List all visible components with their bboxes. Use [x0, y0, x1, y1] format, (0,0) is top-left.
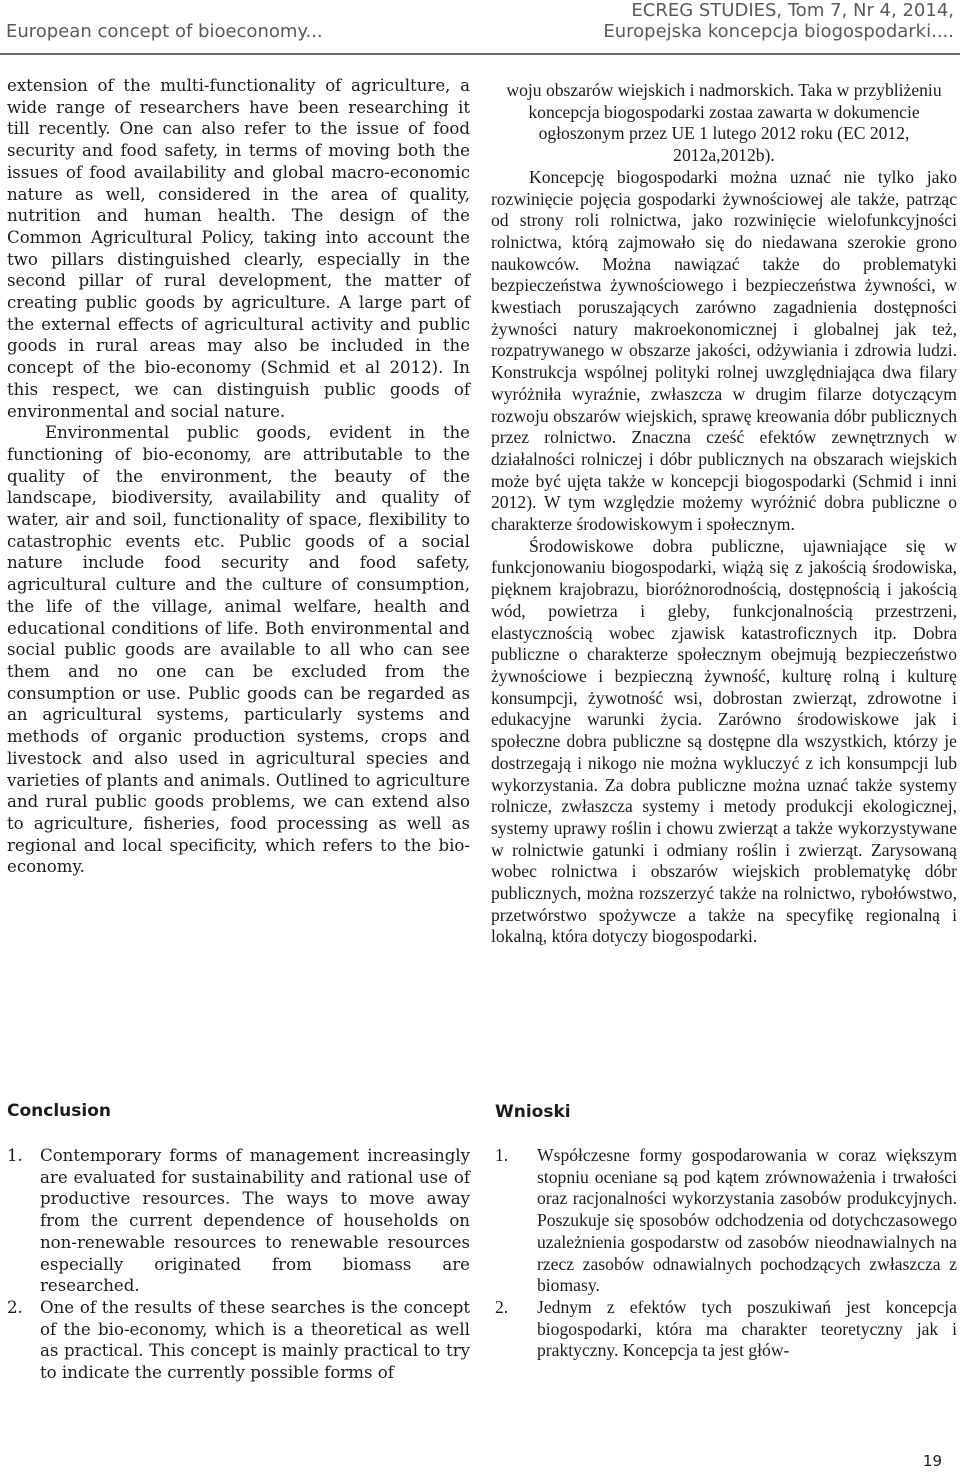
running-title-polish: Europejska koncepcja biogospodarki....	[603, 21, 954, 42]
wnioski-heading: Wnioski	[495, 1102, 571, 1122]
polish-conclusion-list	[495, 1145, 957, 1362]
polish-column	[491, 80, 957, 948]
journal-info: ECREG STUDIES, Tom 7, Nr 4, 2014,	[631, 0, 954, 21]
list-item	[495, 1297, 957, 1362]
list-number: 1.	[7, 1146, 23, 1165]
running-title-right	[603, 0, 954, 42]
page-number: 19	[922, 1452, 942, 1470]
polish-paragraph-2: Koncepcję biogospodarki można uznać nie tylko jako rozwinięcie pojęcia gospodarki żywnościowej ale także, patrząc od strony roli rolnictwa, jako rozwinięcie wielofunkcyjności rolnictwa, którą zajmowało się do niedawana szerokie grono naukowców. Można nawiązać także do problematyki bezpieczeństwa żywnościowego i bezpieczeństwa żywności, w kwestiach poruszających zarówno zagadnienia dostępności żywności natury makroekonomicznej i globalnej jak też, rozpatrywanego w obszarze jakości, odżywiania i zdrowia ludzi. Konstrukcja wspólnej polityki rolnej uwzględniająca dwa filary wyróżniła wyraźnie, zwłaszcza w drugim filarze dotyczącym rozwoju obszarów wiejskich, sprawę kreowania dóbr publicznych przez rolnictwo. Znaczna cześć efektów zewnętrznych w działalności rolniczej i dóbr publicznych na obszarach wiejskich może być ujęta także w koncepcji biogospodarki (Schmid i inni 2012). W tym względzie możemy wyróżnić dobra publiczne o charakterze środowiskowym i społecznym.	[491, 166, 957, 535]
list-item	[7, 1297, 470, 1384]
list-number: 1.	[495, 1145, 509, 1165]
list-item-text: Jednym z efektów tych poszukiwań jest koncepcja biogospodarki, która ma charakter teoretyczny jak i praktyczny. Koncepcja ta jest głów-	[537, 1296, 957, 1361]
polish-paragraph-3: Środowiskowe dobra publiczne, ujawniające się w funkcjonowaniu biogospodarki, wiążą się z jakością środowiska, pięknem krajobrazu, bioróżnorodnością, dostępnością i jakością wód, powietrza i gleby, funkcjonalnością przestrzeni, elastycznością wobec zjawisk katastroficznych itp. Dobra publiczne o charakterze społecznym obejmują bezpieczeństwo żywnościowe i bezpieczną żywność, kulturę rolną i kulturę konsumpcji, żywotność wsi, dobrostan zwierząt, zdrowotne i edukacyjne warunki życia. Zarówno środowiskowe jak i społeczne dobra publiczne są dostępne dla wszystkich, którzy je dostrzegają i nikogo nie można wykluczyć z ich konsumpcji lub wykorzystania. Za dobra publiczne można uznać także systemy rolnicze, zwłaszcza systemy i metody produkcji ekologicznej, systemy uprawy roślin i chowu zwierząt a także wykorzystywane w rolnictwie gatunki i odmiany roślin i zwierząt. Zarysowaną wobec rolnictwa i obszarów wiejskich problematykę dóbr publicznych, można rozszerzyć także na rolnictwo, rybołówstwo, przetwórstwo spożywcze a także na specyfikę regionalną i lokalną, która dotyczy biogospodarki.	[491, 535, 957, 947]
list-number: 2.	[495, 1296, 509, 1317]
english-paragraph-2: Environmental public goods, evident in the functioning of bio-economy, are attributable to the quality of the environment, the beauty of the landscape, biodiversity, availability and quality of water, air and soil, functionality of space, flexibility to catastrophic events etc. Public goods of a social nature include food security and food safety, agricultural culture and the culture of consumption, the life of the village, animal welfare, health and educational conditions of life. Both environmental and social public goods are available to all who can see them and no one can be excluded from the consumption or use. Public goods can be regarded as an agricultural systems, particularly systems and methods of organic production systems, crops and livestock and also used in agricultural species and varieties of plants and animals. Outlined to agriculture and rural public goods problems, we can extend also to agriculture, fisheries, food processing as well as regional and local specificity, which refers to the bio-economy.	[7, 423, 470, 877]
english-conclusion-list	[7, 1145, 470, 1384]
list-item-text: Contemporary forms of management increasingly are evaluated for sustainability and rational use of productive resources. The ways to move away from the current dependence of households on non-renewable resources to renewable resources especially originated from biomass are researched.	[40, 1146, 470, 1296]
header-divider	[0, 53, 960, 55]
running-title-english: European concept of bioeconomy...	[6, 21, 323, 42]
list-item-text: One of the results of these searches is the concept of the bio-economy, which is a theoretical as well as practical. This concept is mainly practical to try to indicate the currently possible forms of	[40, 1297, 470, 1383]
polish-paragraph-1: woju obszarów wiejskich i nadmorskich. Taka w przybliżeniu koncepcja biogospodarki zostaa zawarta w dokumencie ogłoszonym przez UE 1 lutego 2012 roku (EC 2012, 2012a,2012b).	[506, 80, 942, 166]
english-column	[7, 75, 470, 878]
english-paragraph-1: extension of the multi-functionality of agriculture, a wide range of researchers have been researching it till recently. One can also refer to the issue of food security and food safety, in terms of moving both the issues of food availability and global macro-economic nature as well, considered in the area of quality, nutrition and human health. The design of the Common Agricultural Policy, taking into account the two pillars distinguished clearly, especially in the second pillar of rural development, the matter of creating public goods by agriculture. A large part of the external effects of agricultural activity and public goods in rural areas may also be included in the concept of the bio-economy (Schmid et al 2012). In this respect, we can distinguish public goods of environmental and social nature.	[7, 76, 470, 421]
list-item	[495, 1145, 957, 1297]
list-item	[7, 1145, 470, 1297]
list-number: 2.	[7, 1297, 23, 1317]
conclusion-heading: Conclusion	[7, 1101, 111, 1121]
page-header	[0, 0, 960, 44]
list-item-text: Współczesne formy gospodarowania w coraz większym stopniu oceniane są pod kątem zrównoważenia i trwałości oraz racjonalności wykorzystania zasobów produkcyjnych. Poszukuje się sposobów odchodzenia od dotychczasowego uzależnienia gospodarstw od zasobów nieodnawialnych na rzecz zasobów odnawialnych pochodzących zwłaszcza z biomasy.	[537, 1145, 957, 1296]
